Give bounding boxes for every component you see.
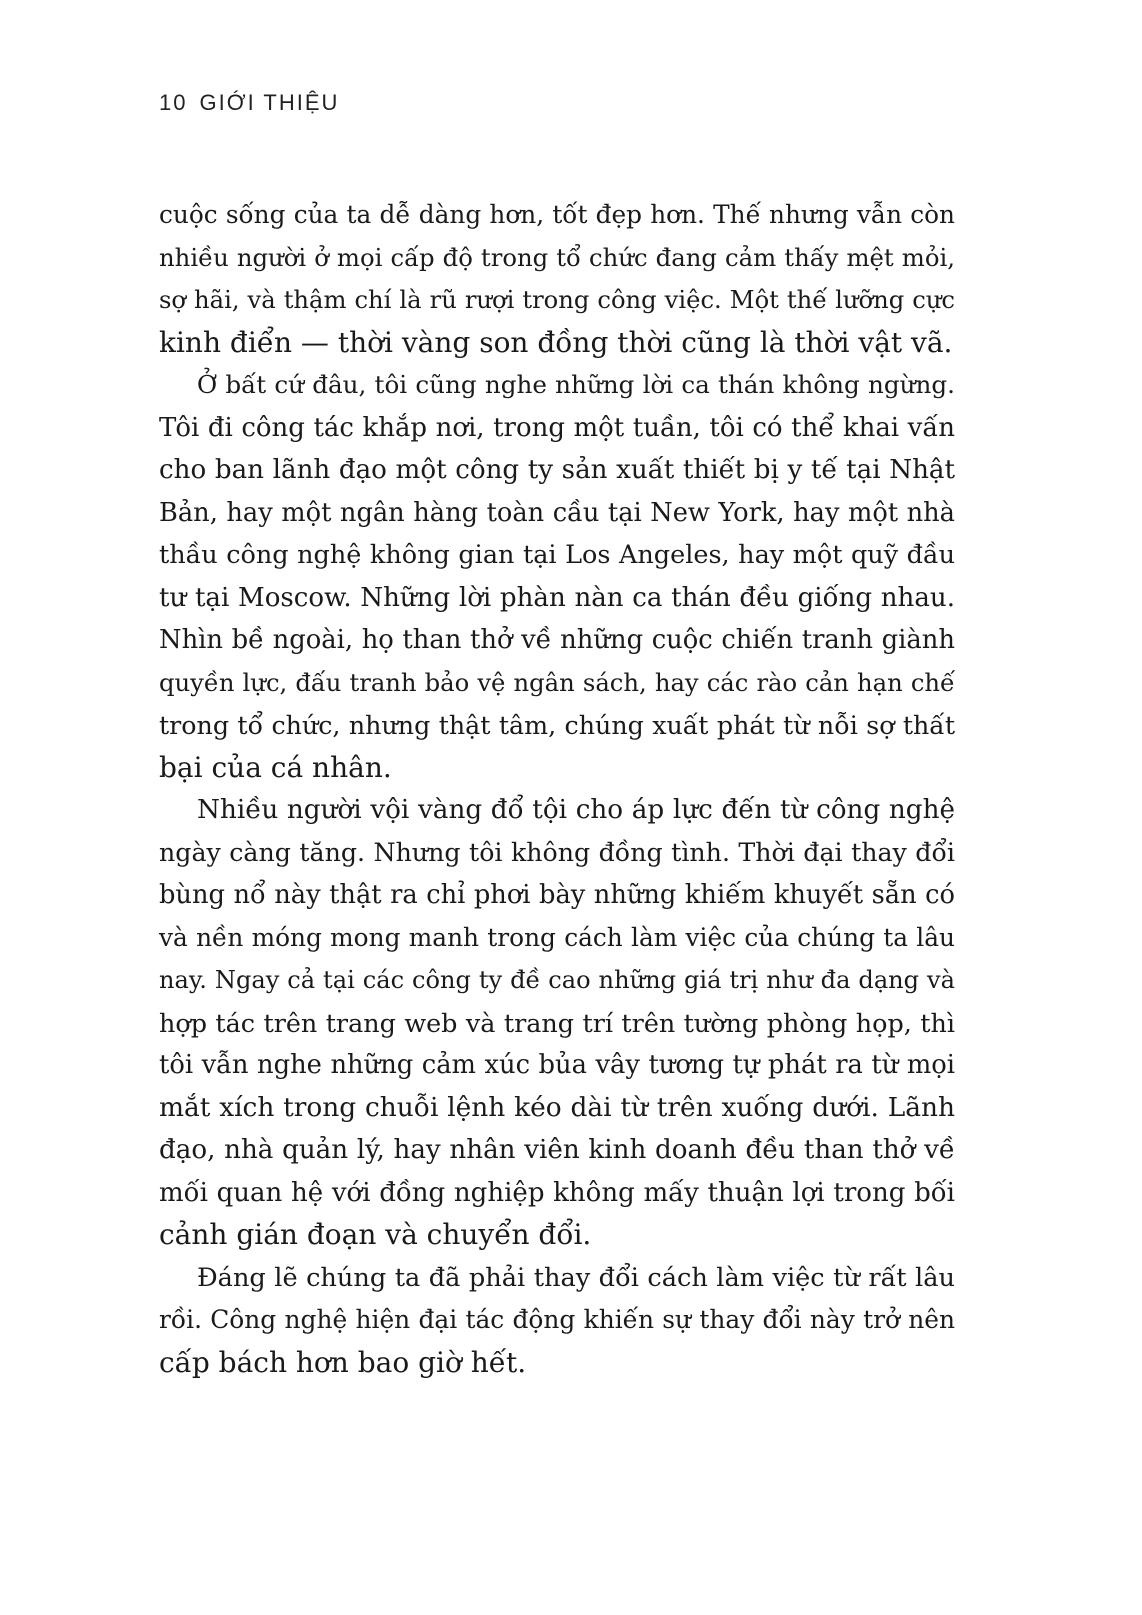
- text-line: kinh điển — thời vàng son đồng thời cũng là thời vật vã.: [159, 325, 953, 359]
- section-title: GIỚI THIỆU: [199, 90, 340, 115]
- text-line: hợp tác trên trang web và trang trí trên tường phòng họp, thì: [159, 1007, 955, 1038]
- text-line: Tôi đi công tác khắp nơi, trong một tuần, tôi có thể khai vấn: [159, 412, 955, 443]
- paragraph-1: [159, 194, 955, 364]
- text-line: Nhiều người vội vàng đổ tội cho áp lực đến từ công nghệ: [197, 795, 955, 825]
- text-line: ngày càng tăng. Nhưng tôi không đồng tình. Thời đại thay đổi: [159, 837, 955, 867]
- paragraph-4: [159, 1257, 955, 1385]
- text-line: trong tổ chức, nhưng thật tâm, chúng xuất phát từ nỗi sợ thất: [159, 710, 955, 740]
- text-line: quyền lực, đấu tranh bảo vệ ngân sách, hay các rào cản hạn chế: [159, 667, 955, 697]
- text-line: mối quan hệ với đồng nghiệp không mấy thuận lợi trong bối: [159, 1177, 955, 1208]
- text-line: cho ban lãnh đạo một công ty sản xuất thiết bị y tế tại Nhật: [159, 455, 955, 485]
- running-header: [159, 90, 339, 116]
- text-line: rồi. Công nghệ hiện đại tác động khiến sự thay đổi này trở nên: [159, 1305, 955, 1334]
- paragraph-3: [159, 789, 955, 1257]
- text-line: nay. Ngay cả tại các công ty đề cao những giá trị như đa dạng và: [159, 966, 955, 994]
- text-line: cảnh gián đoạn và chuyển đổi.: [159, 1218, 592, 1251]
- body-text: [159, 194, 955, 1384]
- text-line: thầu công nghệ không gian tại Los Angeles, hay một quỹ đầu: [159, 540, 955, 570]
- text-line: và nền móng mong manh trong cách làm việc của chúng ta lâu: [159, 922, 955, 952]
- text-line: tôi vẫn nghe những cảm xúc bủa vây tương tự phát ra từ mọi: [159, 1050, 955, 1080]
- text-line: đạo, nhà quản lý, hay nhân viên kinh doanh đều than thở về: [159, 1135, 955, 1165]
- paragraph-2: [159, 364, 955, 789]
- text-line: cuộc sống của ta dễ dàng hơn, tốt đẹp hơn. Thế nhưng vẫn còn: [159, 200, 955, 229]
- text-line: bại của cá nhân.: [159, 750, 392, 784]
- text-line: mắt xích trong chuỗi lệnh kéo dài từ trên xuống dưới. Lãnh: [159, 1091, 955, 1123]
- text-line: Bản, hay một ngân hàng toàn cầu tại New York, hay một nhà: [159, 497, 955, 528]
- text-line: tư tại Moscow. Những lời phàn nàn ca thán đều giống nhau.: [159, 582, 955, 613]
- text-line: bùng nổ này thật ra chỉ phơi bày những khiếm khuyết sẵn có: [159, 880, 955, 910]
- text-line: sợ hãi, và thậm chí là rũ rượi trong công việc. Một thế lưỡng cực: [159, 285, 955, 314]
- text-line: Nhìn bề ngoài, họ than thở về những cuộc chiến tranh giành: [159, 625, 955, 655]
- text-line: nhiều người ở mọi cấp độ trong tổ chức đang cảm thấy mệt mỏi,: [159, 242, 955, 272]
- text-line: Đáng lẽ chúng ta đã phải thay đổi cách làm việc từ rất lâu: [197, 1262, 955, 1293]
- page-number: 10: [159, 90, 188, 115]
- text-line: Ở bất cứ đâu, tôi cũng nghe những lời ca thán không ngừng.: [197, 370, 955, 399]
- text-line: cấp bách hơn bao giờ hết.: [159, 1345, 527, 1379]
